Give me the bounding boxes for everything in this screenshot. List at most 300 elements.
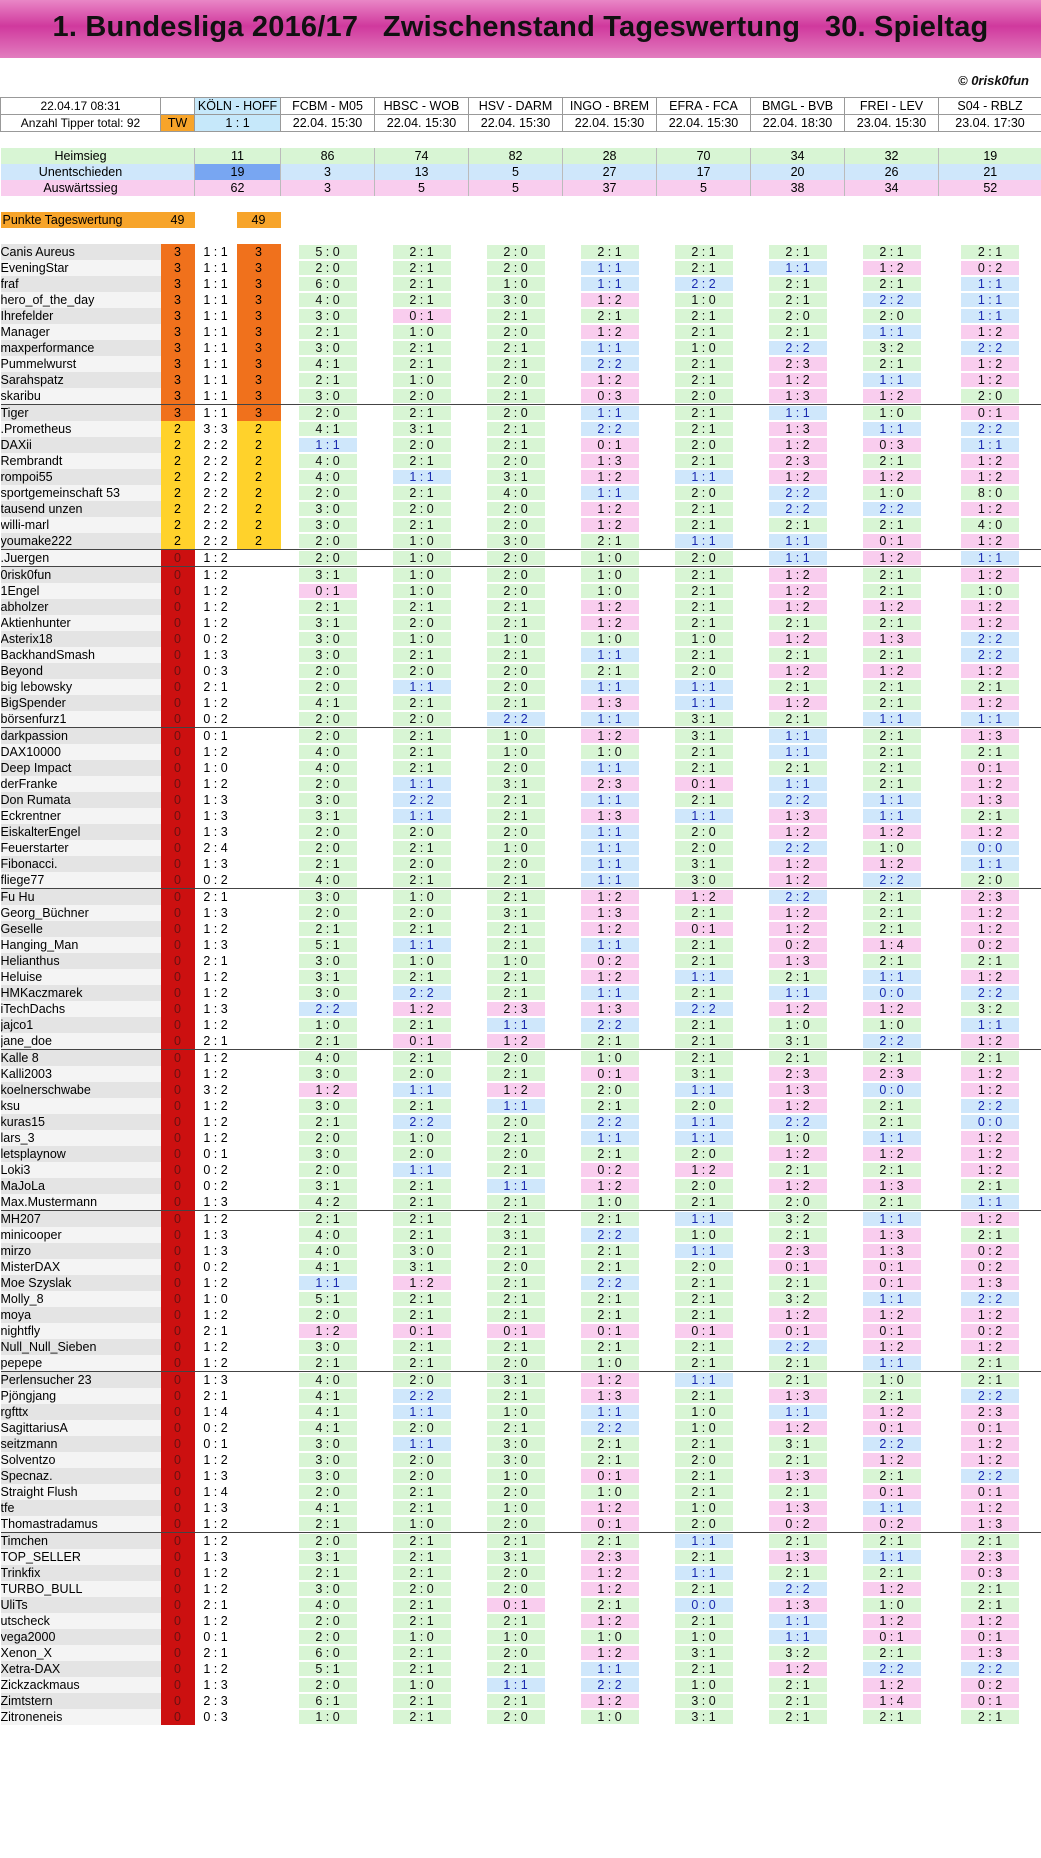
player-tw: 0	[161, 583, 195, 599]
summary-value: 13	[375, 164, 469, 180]
tip-game-6	[751, 1017, 845, 1033]
tip-score: 1 : 1	[581, 680, 639, 694]
tip-game-1	[281, 1211, 375, 1228]
tip-score: 2 : 1	[863, 696, 921, 710]
tip-game-7	[845, 1050, 939, 1067]
tip-game-5	[657, 1227, 751, 1243]
tip-game-5	[657, 1001, 751, 1017]
tip-score: 2 : 2	[581, 1018, 639, 1032]
tip-score: 3 : 1	[299, 970, 357, 984]
tip-game-2	[375, 985, 469, 1001]
tip-game-1	[281, 1597, 375, 1613]
tip-game-6	[751, 453, 845, 469]
game-header-1: FCBM - M05	[281, 98, 375, 115]
player-row	[1, 1436, 1041, 1452]
tip-game-0: 0 : 2	[203, 1260, 228, 1274]
tip-game-4	[563, 679, 657, 695]
tip-game-2	[375, 1597, 469, 1613]
tip-score: 2 : 1	[487, 890, 545, 904]
tip-score: 1 : 1	[675, 970, 733, 984]
tip-score: 1 : 1	[581, 486, 639, 500]
tip-score: 4 : 1	[299, 696, 357, 710]
points-empty	[281, 212, 1041, 228]
tip-score: 0 : 1	[581, 1067, 639, 1081]
tip-score: 1 : 1	[393, 470, 451, 484]
tip-game-6	[751, 1388, 845, 1404]
tw-header-blank	[161, 98, 195, 115]
tip-score: 0 : 2	[961, 1260, 1019, 1274]
summary-value: 74	[375, 148, 469, 164]
tip-score: 2 : 1	[675, 1018, 733, 1032]
tip-game-5	[657, 356, 751, 372]
tip-game-8	[939, 276, 1041, 292]
tip-score: 1 : 2	[863, 857, 921, 871]
tip-game-7	[845, 1420, 939, 1436]
player-name: Zickzackmaus	[1, 1677, 161, 1693]
player-points-game-0	[237, 1549, 281, 1565]
tip-game-3	[469, 711, 563, 728]
tip-game-3	[469, 1565, 563, 1581]
tip-game-3	[469, 469, 563, 485]
tip-game-5	[657, 937, 751, 953]
tip-score: 1 : 2	[581, 1694, 639, 1708]
tip-game-8	[939, 985, 1041, 1001]
tip-score: 2 : 1	[487, 1212, 545, 1226]
tip-score: 1 : 0	[393, 890, 451, 904]
tip-game-5	[657, 631, 751, 647]
tip-score: 2 : 1	[487, 1292, 545, 1306]
tip-game-0: 1 : 3	[203, 825, 228, 839]
points-blank	[195, 212, 237, 228]
tip-score: 2 : 1	[769, 1356, 827, 1370]
tip-game-2	[375, 485, 469, 501]
tip-game-0: 2 : 2	[203, 518, 228, 532]
tip-score: 2 : 0	[299, 841, 357, 855]
tip-score: 0 : 0	[961, 841, 1019, 855]
tip-game-6	[751, 276, 845, 292]
player-points-game-0	[237, 808, 281, 824]
tip-game-6	[751, 1098, 845, 1114]
tip-score: 2 : 1	[675, 616, 733, 630]
player-tw: 0	[161, 1404, 195, 1420]
tip-game-2	[375, 937, 469, 953]
tip-game-3	[469, 1533, 563, 1550]
tip-score: 1 : 2	[961, 906, 1019, 920]
summary-tw-blank	[161, 180, 195, 196]
tip-game-3	[469, 1468, 563, 1484]
tip-game-7	[845, 437, 939, 453]
player-tw: 0	[161, 808, 195, 824]
tip-score: 1 : 1	[769, 777, 827, 791]
tip-game-4	[563, 921, 657, 937]
tip-game-5	[657, 1098, 751, 1114]
player-tw: 0	[161, 1549, 195, 1565]
tip-score: 2 : 1	[393, 1646, 451, 1660]
player-points-game-0	[237, 840, 281, 856]
summary-value: 5	[657, 180, 751, 196]
tip-score: 1 : 2	[299, 1083, 357, 1097]
tip-score: 1 : 0	[393, 534, 451, 548]
tip-game-2	[375, 1500, 469, 1516]
tip-score: 2 : 2	[299, 1002, 357, 1016]
tip-game-2	[375, 1082, 469, 1098]
tip-game-1	[281, 840, 375, 856]
tip-score: 1 : 1	[961, 1018, 1019, 1032]
tip-game-4	[563, 421, 657, 437]
tip-score: 2 : 1	[863, 1163, 921, 1177]
tip-game-3	[469, 760, 563, 776]
tip-score: 1 : 2	[961, 534, 1019, 548]
tip-game-0: 1 : 2	[203, 1115, 228, 1129]
tip-game-0: 1 : 1	[203, 261, 228, 275]
tip-game-0: 1 : 1	[203, 325, 228, 339]
tip-score: 2 : 1	[487, 616, 545, 630]
summary-value: 5	[469, 164, 563, 180]
tip-game-5	[657, 1629, 751, 1645]
player-tw: 0	[161, 1243, 195, 1259]
tip-score: 2 : 0	[487, 245, 545, 259]
player-name: Thomastradamus	[1, 1516, 161, 1533]
tip-game-2	[375, 550, 469, 567]
tip-score: 1 : 2	[863, 551, 921, 565]
tip-game-7	[845, 1275, 939, 1291]
tip-game-6	[751, 969, 845, 985]
player-tw: 0	[161, 1452, 195, 1468]
tip-score: 2 : 2	[581, 1678, 639, 1692]
tip-game-4	[563, 453, 657, 469]
tip-game-6	[751, 1549, 845, 1565]
tip-score: 2 : 0	[675, 389, 733, 403]
tip-game-5	[657, 921, 751, 937]
tip-score: 1 : 0	[769, 1018, 827, 1032]
tip-game-4	[563, 1162, 657, 1178]
tip-game-3	[469, 921, 563, 937]
tip-game-4	[563, 1645, 657, 1661]
tip-game-6	[751, 1082, 845, 1098]
tip-score: 2 : 1	[675, 518, 733, 532]
player-tw: 0	[161, 1259, 195, 1275]
player-row	[1, 501, 1041, 517]
player-row	[1, 1017, 1041, 1033]
tip-score: 2 : 0	[961, 873, 1019, 887]
tip-score: 2 : 1	[961, 1582, 1019, 1596]
tip-game-2	[375, 244, 469, 260]
tip-game-1	[281, 292, 375, 308]
tip-game-1	[281, 485, 375, 501]
tip-game-6	[751, 340, 845, 356]
tip-score: 2 : 1	[675, 938, 733, 952]
player-points-game-0	[237, 1243, 281, 1259]
tip-game-6	[751, 872, 845, 889]
tip-game-6	[751, 695, 845, 711]
player-row	[1, 856, 1041, 872]
player-name: Perlensucher 23	[1, 1372, 161, 1389]
tip-score: 2 : 1	[487, 970, 545, 984]
tip-game-5	[657, 453, 751, 469]
tip-game-0: 1 : 2	[203, 568, 228, 582]
tip-game-6	[751, 631, 845, 647]
summary-value: 38	[751, 180, 845, 196]
tip-game-2	[375, 1114, 469, 1130]
tip-game-5	[657, 340, 751, 356]
player-name: tfe	[1, 1500, 161, 1516]
tip-game-6	[751, 1597, 845, 1613]
tip-game-2	[375, 1211, 469, 1228]
tip-game-5	[657, 1243, 751, 1259]
tip-game-1	[281, 647, 375, 663]
tip-game-0: 1 : 2	[203, 745, 228, 759]
tip-score: 3 : 0	[299, 1067, 357, 1081]
tip-score: 1 : 2	[581, 1501, 639, 1515]
tip-game-1	[281, 308, 375, 324]
tip-score: 1 : 1	[961, 277, 1019, 291]
tip-score: 1 : 2	[581, 325, 639, 339]
tip-score: 1 : 1	[961, 1195, 1019, 1209]
tip-game-6	[751, 1211, 845, 1228]
tip-game-1	[281, 1516, 375, 1533]
tip-score: 2 : 1	[863, 616, 921, 630]
tip-score: 2 : 1	[863, 454, 921, 468]
tip-score: 1 : 1	[393, 809, 451, 823]
tip-score: 1 : 1	[581, 1131, 639, 1145]
player-name: Zimtstern	[1, 1693, 161, 1709]
tip-game-4	[563, 631, 657, 647]
player-points-game-0: 2	[237, 485, 281, 501]
player-row	[1, 1693, 1041, 1709]
tip-game-3	[469, 1114, 563, 1130]
tip-score: 2 : 0	[393, 825, 451, 839]
tip-game-7	[845, 1613, 939, 1629]
tip-score: 3 : 0	[487, 1437, 545, 1451]
player-points-game-0	[237, 1613, 281, 1629]
tip-game-0: 2 : 1	[203, 1324, 228, 1338]
player-name: Beyond	[1, 663, 161, 679]
tip-game-6	[751, 776, 845, 792]
tip-score: 2 : 1	[581, 1260, 639, 1274]
tip-score: 2 : 2	[769, 502, 827, 516]
player-row	[1, 728, 1041, 745]
player-name: TURBO_BULL	[1, 1581, 161, 1597]
tip-score: 1 : 3	[769, 1550, 827, 1564]
tip-game-4	[563, 1661, 657, 1677]
summary-value: 34	[751, 148, 845, 164]
tip-game-1	[281, 1114, 375, 1130]
tip-score: 2 : 1	[863, 277, 921, 291]
tip-game-3	[469, 1162, 563, 1178]
tip-game-4	[563, 1323, 657, 1339]
tip-score: 1 : 2	[393, 1276, 451, 1290]
tip-score: 2 : 2	[581, 422, 639, 436]
player-points-game-0: 2	[237, 421, 281, 437]
tip-game-2	[375, 953, 469, 969]
game-time-5: 22.04. 15:30	[657, 115, 751, 132]
tip-game-0: 1 : 3	[203, 1501, 228, 1515]
tip-score: 1 : 3	[769, 954, 827, 968]
player-name: Moe Szyslak	[1, 1275, 161, 1291]
tip-score: 1 : 1	[675, 1115, 733, 1129]
tip-score: 2 : 0	[487, 1566, 545, 1580]
tip-score: 2 : 0	[393, 389, 451, 403]
tip-game-6	[751, 937, 845, 953]
tip-game-7	[845, 840, 939, 856]
summary-value: 20	[751, 164, 845, 180]
player-tw: 0	[161, 889, 195, 906]
tip-game-4	[563, 405, 657, 422]
tip-game-8	[939, 1291, 1041, 1307]
tip-game-8	[939, 1388, 1041, 1404]
tip-score: 1 : 1	[961, 857, 1019, 871]
player-tw: 0	[161, 1146, 195, 1162]
tip-score: 2 : 2	[863, 1662, 921, 1676]
tip-score: 3 : 2	[769, 1292, 827, 1306]
tip-score: 1 : 1	[863, 1292, 921, 1306]
tip-game-8	[939, 840, 1041, 856]
tip-score: 2 : 1	[487, 1131, 545, 1145]
tip-score: 1 : 2	[769, 568, 827, 582]
tip-game-8	[939, 324, 1041, 340]
tip-score: 2 : 1	[961, 1534, 1019, 1548]
player-points-game-0	[237, 905, 281, 921]
tip-score: 2 : 0	[675, 551, 733, 565]
tip-score: 2 : 0	[393, 616, 451, 630]
tip-score: 1 : 1	[581, 841, 639, 855]
summary-tw-blank	[161, 164, 195, 180]
tip-game-1	[281, 1243, 375, 1259]
tip-game-7	[845, 760, 939, 776]
tip-game-2	[375, 1194, 469, 1211]
tip-score: 2 : 1	[769, 1163, 827, 1177]
tip-score: 4 : 0	[299, 1051, 357, 1065]
tip-score: 2 : 0	[393, 1469, 451, 1483]
player-points-game-0	[237, 1001, 281, 1017]
tip-game-7	[845, 276, 939, 292]
player-name: rgfttx	[1, 1404, 161, 1420]
tip-game-0: 1 : 2	[203, 616, 228, 630]
tip-game-2	[375, 1645, 469, 1661]
tip-score: 3 : 2	[961, 1002, 1019, 1016]
tip-game-8	[939, 1082, 1041, 1098]
tip-game-1	[281, 872, 375, 889]
tip-game-0: 1 : 3	[203, 938, 228, 952]
tip-score: 2 : 3	[863, 1067, 921, 1081]
tip-score: 2 : 1	[393, 1292, 451, 1306]
tip-game-1	[281, 1645, 375, 1661]
summary-value: 70	[657, 148, 751, 164]
tip-game-5	[657, 260, 751, 276]
tip-game-1	[281, 921, 375, 937]
tip-game-8	[939, 1661, 1041, 1677]
tip-game-4	[563, 260, 657, 276]
tip-game-7	[845, 533, 939, 550]
player-name: youmake222	[1, 533, 161, 550]
tip-game-0: 0 : 2	[203, 1163, 228, 1177]
summary-row	[1, 148, 1041, 164]
tip-game-0: 1 : 2	[203, 1067, 228, 1081]
tip-game-2	[375, 1050, 469, 1067]
summary-value: 19	[195, 164, 281, 180]
tip-game-8	[939, 663, 1041, 679]
player-name: Geselle	[1, 921, 161, 937]
tip-score: 2 : 1	[581, 1292, 639, 1306]
tip-game-2	[375, 1066, 469, 1082]
tip-game-7	[845, 872, 939, 889]
tip-game-5	[657, 792, 751, 808]
tip-game-3	[469, 260, 563, 276]
tip-score: 2 : 0	[863, 309, 921, 323]
tip-score: 1 : 3	[863, 1179, 921, 1193]
tip-game-6	[751, 840, 845, 856]
tip-game-8	[939, 501, 1041, 517]
tip-game-2	[375, 567, 469, 584]
tip-score: 0 : 1	[581, 1469, 639, 1483]
tip-score: 3 : 0	[487, 1453, 545, 1467]
tip-game-6	[751, 1130, 845, 1146]
tip-score: 3 : 0	[299, 793, 357, 807]
tip-game-0: 0 : 1	[203, 1437, 228, 1451]
player-row	[1, 356, 1041, 372]
tip-score: 2 : 1	[769, 1276, 827, 1290]
tip-game-8	[939, 1484, 1041, 1500]
tip-score: 2 : 0	[487, 664, 545, 678]
player-tw: 3	[161, 260, 195, 276]
tip-game-3	[469, 1693, 563, 1709]
tip-game-7	[845, 647, 939, 663]
player-tw: 0	[161, 840, 195, 856]
tip-score: 2 : 0	[393, 712, 451, 726]
tip-game-4	[563, 1050, 657, 1067]
tip-score: 2 : 1	[961, 1356, 1019, 1370]
game-header-2: HBSC - WOB	[375, 98, 469, 115]
player-name: Pummelwurst	[1, 356, 161, 372]
tip-game-4	[563, 599, 657, 615]
tip-score: 2 : 1	[393, 1340, 451, 1354]
tip-score: 2 : 0	[299, 664, 357, 678]
tip-score: 2 : 1	[393, 1534, 451, 1548]
tip-game-6	[751, 1372, 845, 1389]
tip-score: 2 : 1	[393, 1598, 451, 1612]
tip-game-1	[281, 517, 375, 533]
tip-score: 1 : 2	[769, 1179, 827, 1193]
tip-score: 2 : 1	[863, 648, 921, 662]
tip-game-0: 2 : 1	[203, 680, 228, 694]
tip-game-7	[845, 1146, 939, 1162]
tip-game-4	[563, 856, 657, 872]
tip-game-7	[845, 1468, 939, 1484]
tip-game-5	[657, 1017, 751, 1033]
tip-game-6	[751, 1243, 845, 1259]
points-label: Punkte Tageswertung	[1, 212, 161, 228]
tip-game-5	[657, 1355, 751, 1372]
tip-score: 2 : 0	[487, 454, 545, 468]
tip-game-4	[563, 872, 657, 889]
player-name: Timchen	[1, 1533, 161, 1550]
tip-game-2	[375, 1146, 469, 1162]
tip-game-0: 0 : 2	[195, 872, 237, 889]
tip-game-2	[375, 679, 469, 695]
tip-game-0: 0 : 2	[203, 1421, 228, 1435]
tip-game-0: 1 : 2	[203, 1018, 228, 1032]
player-row	[1, 1339, 1041, 1355]
player-name: Specnaz.	[1, 1468, 161, 1484]
player-points-game-0	[237, 1307, 281, 1323]
player-tw: 2	[161, 517, 195, 533]
summary-value: 28	[563, 148, 657, 164]
tip-game-0: 1 : 1	[203, 277, 228, 291]
game-header-6: BMGL - BVB	[751, 98, 845, 115]
tip-game-8	[939, 953, 1041, 969]
tip-game-3	[469, 1323, 563, 1339]
tip-game-0: 2 : 4	[203, 841, 228, 855]
